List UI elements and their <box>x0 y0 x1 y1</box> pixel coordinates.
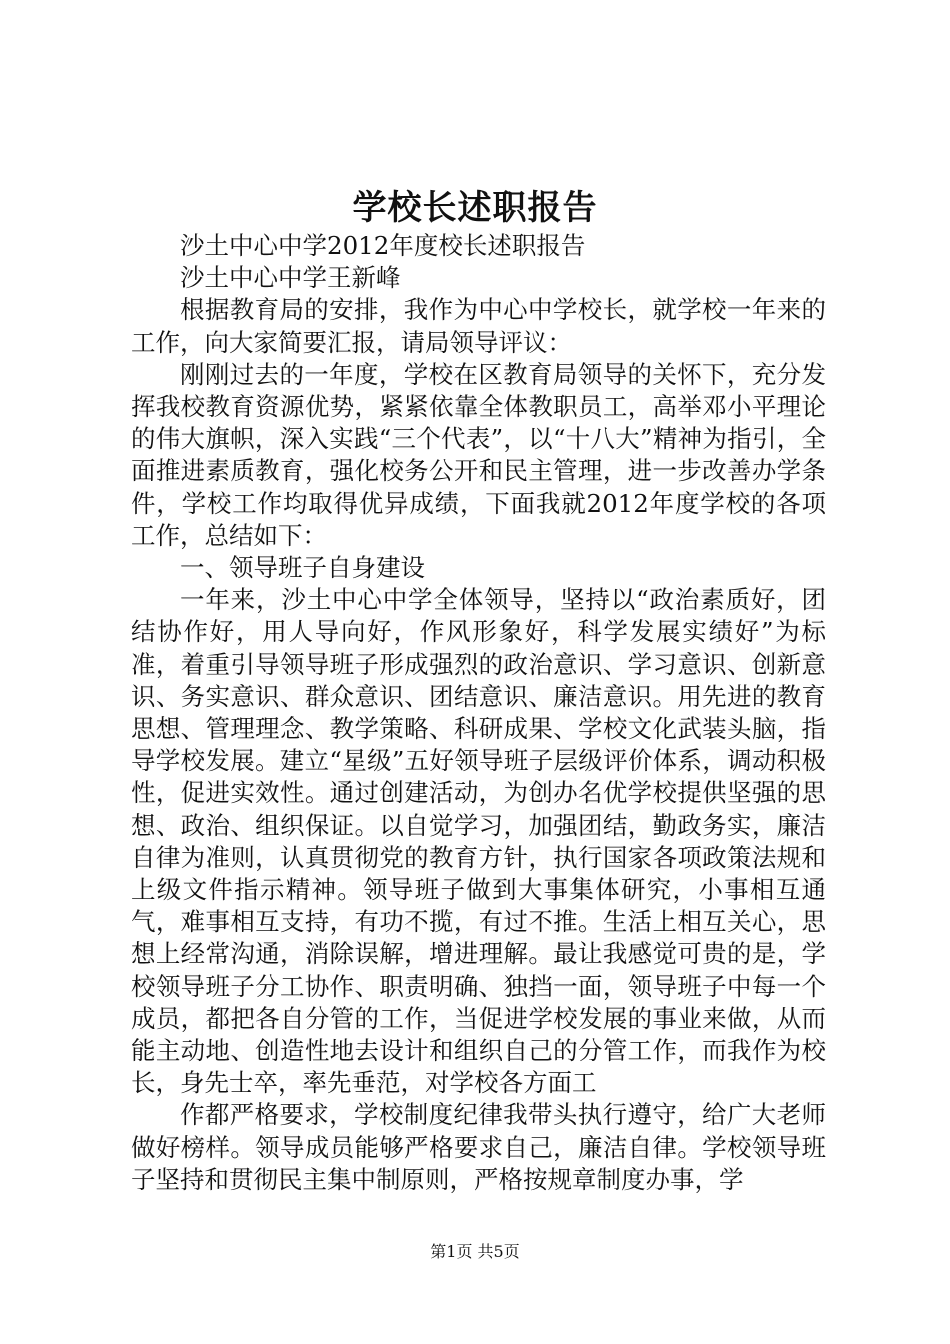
document-body <box>131 230 826 1196</box>
page-number-footer: 第1页 共5页 <box>430 1242 520 1261</box>
section-heading: 一、领导班子自身建设 <box>180 553 425 583</box>
intro-paragraph: 根据教育局的安排，我作为中心中学校长，就学校一年来的工作，向大家简要汇报，请局领导评议： <box>131 295 826 357</box>
author-paragraph: 沙土中心中学王新峰 <box>180 263 401 293</box>
body-paragraph: 作都严格要求，学校制度纪律我带头执行遵守，给广大老师做好榜样。领导成员能够严格要求自己，廉洁自律。学校领导班子坚持和贯彻民主集中制原则，严格按规章制度办事，学 <box>131 1100 826 1194</box>
document-title: 学校长述职报告 <box>352 188 598 228</box>
subtitle-paragraph: 沙土中心中学2012年度校长述职报告 <box>180 231 586 260</box>
body-paragraph: 一年来，沙土中心中学全体领导，坚持以“政治素质好，团结协作好，用人导向好，作风形象好，科学发展实绩好”为标准，着重引导领导班子形成强烈的政治意识、学习意识、创新意识、务实意识、群众意识、团结意识、廉洁意识。用先进的教育思想、管理理念、教学策略、科研成果、学校文化武装头脑，指导学校发展。建立“星级”五好领导班子层级评价体系，调动积极性，促进实效性。通过创建活动，为创办名优学校提供坚强的思想、政治、组织保证。以自觉学习，加强团结，勤政务实，廉洁自律为准则，认真贯彻党的教育方针，执行国家各项政策法规和上级文件指示精神。领导班子做到大事集体研究，小事相互通气，难事相互支持，有功不揽，有过不推。生活上相互关心，思想上经常沟通，消除误解，增进理解。最让我感觉可贵的是，学校领导班子分工协作、职责明确、独挡一面，领导班子中每一个成员，都把各自分管的工作，当促进学校发展的事业来做，从而能主动地、创造性地去设计和组织自己的分管工作，而我作为校长，身先士卒，率先垂范，对学校各方面工 <box>131 585 826 1098</box>
summary-paragraph: 刚刚过去的一年度，学校在区教育局领导的关怀下，充分发挥我校教育资源优势，紧紧依靠全体教职员工，高举邓小平理论的伟大旗帜，深入实践“三个代表”，以“十八大”精神为指引，全面推进素质教育，强化校务公开和民主管理，进一步改善办学条件，学校工作均取得优异成绩，下面我就2012年度学校的各项工作，总结如下： <box>131 359 826 550</box>
